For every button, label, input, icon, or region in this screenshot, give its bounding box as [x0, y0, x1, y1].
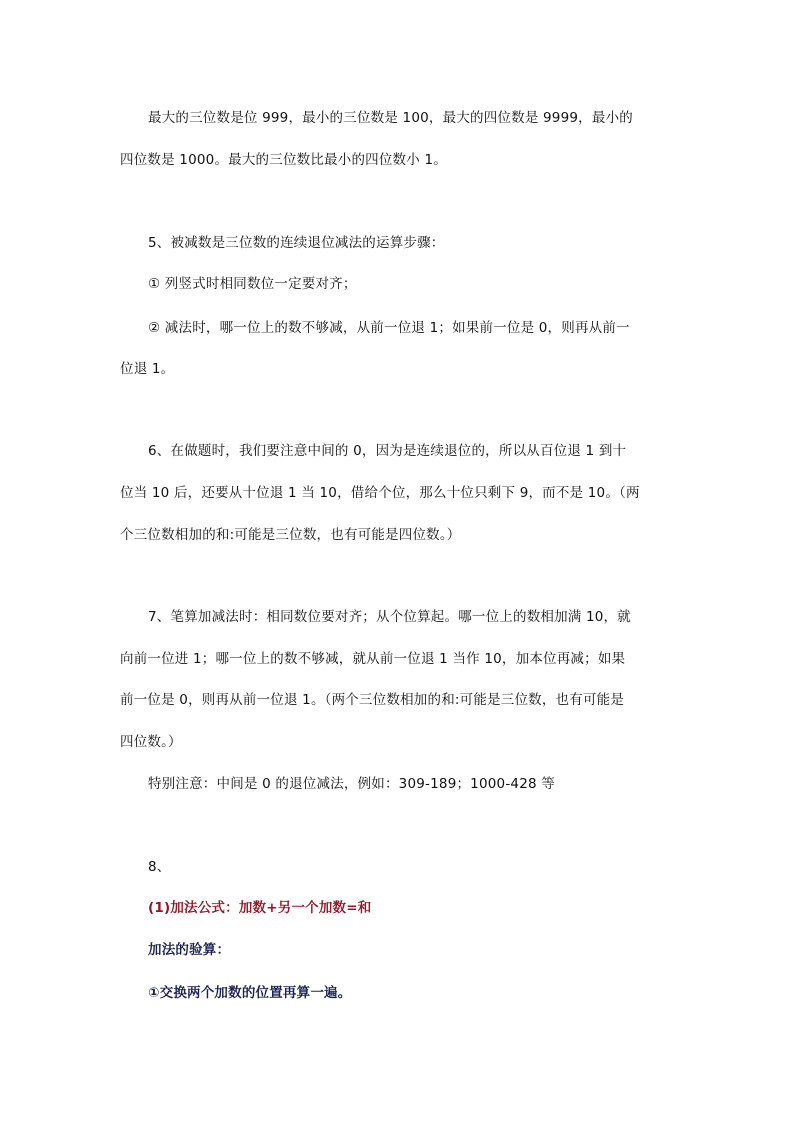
section-6-line: 位当 10 后，还要从十位退 1 当 10，借给个位，那么十位只剩下 9，而不是 10。（两: [120, 485, 640, 501]
section-6-line: 6、在做题时，我们要注意中间的 0，因为是连续退位的，所以从百位退 1 到十: [148, 443, 627, 459]
addition-check-step-1: ①交换两个加数的位置再算一遍。: [148, 985, 352, 1001]
section-7-line: 四位数。）: [120, 734, 182, 750]
section-5-title: 5、被减数是三位数的连续退位减法的运算步骤：: [148, 235, 445, 251]
section-5-step-2: ② 减法时，哪一位上的数不够减，从前一位退 1；如果前一位是 0，则再从前一: [148, 320, 630, 336]
section-7-line: 7、笔算加减法时：相同数位要对齐；从个位算起。哪一位上的数相加满 10，就: [148, 609, 631, 625]
addition-formula: (1)加法公式：加数+另一个加数=和: [148, 900, 372, 916]
section-7-line: 前一位是 0，则再从前一位退 1。（两个三位数相加的和:可能是三位数，也有可能是: [120, 692, 625, 708]
paragraph-line: 四位数是 1000。最大的三位数比最小的四位数小 1。: [120, 152, 447, 168]
section-7-note: 特别注意：中间是 0 的退位减法，例如：309-189；1000-428 等: [148, 776, 555, 792]
section-5-step-1: ① 列竖式时相同数位一定要对齐；: [148, 276, 357, 292]
paragraph-line: 最大的三位数是位 999，最小的三位数是 100，最大的四位数是 9999，最小的: [148, 110, 633, 126]
section-8-title: 8、: [148, 859, 171, 875]
section-7-line: 向前一位进 1；哪一位上的数不够减，就从前一位退 1 当作 10，加本位再减；如果: [120, 651, 626, 667]
addition-check-heading: 加法的验算：: [148, 942, 231, 958]
section-5-step-2-cont: 位退 1。: [120, 361, 175, 377]
section-6-line: 个三位数相加的和:可能是三位数，也有可能是四位数。）: [120, 527, 461, 543]
